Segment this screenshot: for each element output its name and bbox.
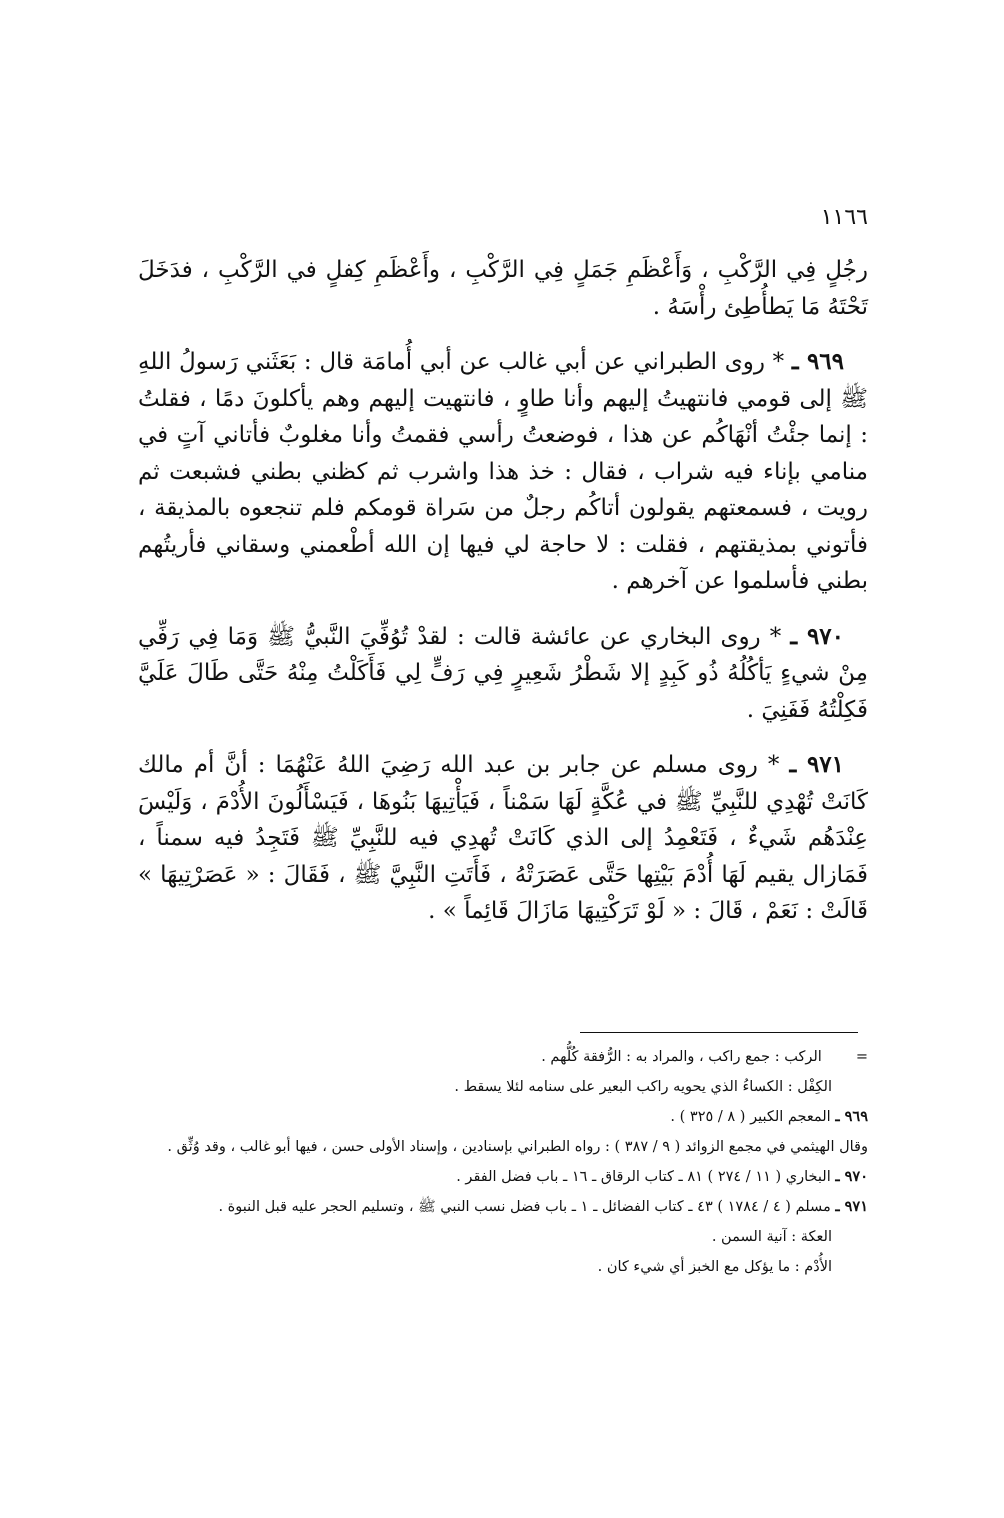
footnote-text: الكِفْل : الكساءُ الذي يحويه راكب البعير على سنامه لئلا يسقط . [454,1079,832,1095]
footnote-continuation-marker: = [855,1049,868,1065]
hadith-970 [138,619,868,729]
footnote-text: الأُدْم : ما يؤكل مع الخبز أي شيء كان . [597,1259,832,1275]
footnote-item [138,1074,868,1100]
paragraph-continuation [138,252,868,325]
main-text [138,252,868,949]
page-number: ١١٦٦ [820,205,868,230]
footnote-text: وقال الهيثمي في مجمع الزوائد ( ٩ / ٣٨٧ ) : رواه الطبراني بإسنادين ، وإسناد الأولى حسن ، فيها أبو غالب ، وقد وُثِّق . [167,1139,868,1155]
footnote-text: المعجم الكبير ( ٨ / ٣٢٥ ) . [670,1109,831,1125]
footnote-item [138,1104,868,1130]
hadith-969 [138,344,868,600]
hadith-text: * روى مسلم عن جابر بن عبد الله رَضِيَ اللهُ عَنْهُمَا : أنَّ أم مالك كَانَتْ تُهْدِي للنَّبِيِّ ﷺ في عُكَّةٍ لَهَا سَمْناً ، فَيَأْتِيهَا بَنُوهَا ، فَيَسْأَلُونَ الأُدْمَ ، وَلَيْسَ عِنْدَهُم شَيءٌ ، فَتَعْمِدُ إلى الذي كَانَتْ تُهدِي فيه للنَّبِيِّ ﷺ فَتَجِدُ فيه سمناً ، فَمَازال يقيم لَهَا أُدْمَ بَيْتِها حَتَّى عَصَرَتْهُ ، فَأَتَتِ النَّبِيَّ ﷺ ، فَقَالَ : « عَصَرْتِيهَا » قَالَتْ : نَعَمْ ، قَالَ : « لَوْ تَرَكْتِيهَا مَازَالَ قَائِماً » . [138,752,868,924]
footnote-number: ٩٦٩ ـ [835,1108,868,1125]
hadith-text: * روى البخاري عن عائشة قالت : لقدْ تُوُفِّيَ النَّبيُّ ﷺ وَمَا فِي رَفِّي مِنْ شيءٍ يَأكُلُهُ ذُو كَبِدٍ إلا شَطْرُ شَعِيرٍ فِي رَفٍّ لِي فَأَكَلْتُ مِنْهُ حَتَّى طَالَ عَلَيَّ فَكِلْتُهُ فَفَنِيَ . [138,623,868,723]
hadith-number: ٩٧١ ـ [789,751,844,778]
hadith-text: * روى الطبراني عن أبي غالب عن أبي أُمامَة قال : بَعَثَني رَسولُ اللهِ ﷺ إلى قومي فانتهيتُ إليهم وأنا طاوٍ ، فانتهيت إليهم وهم يأكلونَ دمًا ، فقلتُ : إنما جئْتُ أنْهَاكُم عن هذا ، فوضعتُ رأسي فقمتُ وأنا مغلوبٌ فأتاني آتٍ في منامي بإناء فيه شراب ، فقال : خذ هذا واشرب ثم كظني بطني فشبعت ثم رويت ، فسمعتهم يقولون أتاكُم رجلٌ من سَراة قومكم فلم تنجعوه بالمذيقة ، فأتوني بمذيقتهم ، فقلت : لا حاجة لي فيها إن الله أطْعمني وسقاني فأريتُهم بطني فأسلموا عن آخرهم . [138,349,868,594]
hadith-number: ٩٧٠ ـ [790,622,845,650]
footnote-text: العكة : آنية السمن . [711,1229,832,1245]
footnote-item [138,1134,868,1160]
footnote-text: الركب : جمع راكب ، والمراد به : الرُّفقة كُلُّهم . [541,1049,822,1065]
footnote-item [138,1044,868,1070]
hadith-971 [138,747,868,930]
footnote-item [138,1224,868,1250]
footnote-text: البخاري ( ١١ / ٢٧٤ ) ٨١ ـ كتاب الرقاق ـ ١٦ ـ باب فضل الفقر . [456,1169,831,1185]
paragraph-text: رجُلٍ فِي الرَّكْبِ ، وَأَعْظَمِ جَمَلٍ فِي الرَّكْبِ ، وأَعْظَمِ كِفلٍ في الرَّكْبِ ، فدَخَلَ تَحْتَهُ مَا يَطأُطِئ رأْسَهُ . [138,257,868,320]
footnote-number: ٩٧١ ـ [835,1198,868,1215]
footnote-item [138,1164,868,1190]
hadith-number: ٩٦٩ ـ [791,348,845,375]
footnote-text: مسلم ( ٤ / ١٧٨٤ ) ٤٣ ـ كتاب الفضائل ـ ١ ـ باب فضل نسب النبي ﷺ ، وتسليم الحجر عليه قبل النبوة . [218,1199,831,1215]
footnote-divider [580,1032,858,1033]
footnote-item [138,1194,868,1220]
footnote-number: ٩٧٠ ـ [835,1168,868,1185]
footnote-item [138,1254,868,1280]
footnotes [138,1044,868,1284]
